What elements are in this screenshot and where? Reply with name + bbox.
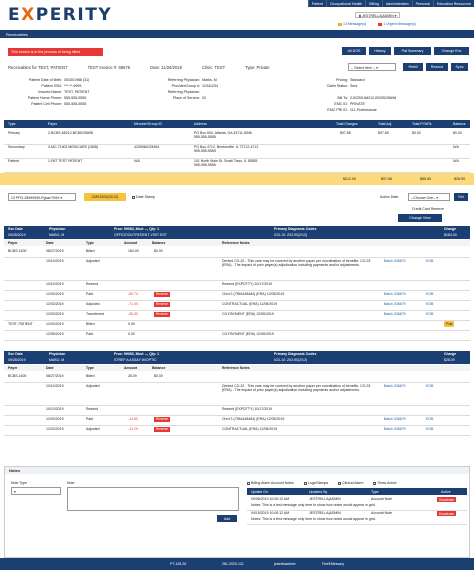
row-type: Resend xyxy=(86,282,99,286)
row-type: Resend xyxy=(86,407,99,411)
payer-cell: $0.00 xyxy=(412,131,421,135)
patient-field xyxy=(8,90,89,94)
billing-alarm-checkbox[interactable] xyxy=(247,481,294,485)
service-row[interactable] xyxy=(4,426,470,435)
service-dx: ICD-10: Z03.90(2/12) xyxy=(274,358,308,362)
row-notes: Chrd 3 (7554448484) (ERA) 12/05/2019 xyxy=(222,292,285,296)
service-subheader xyxy=(4,365,470,371)
row-notes: CONTRACTUAL (ERA) 12/05/2019 xyxy=(222,302,278,306)
app-header xyxy=(0,0,474,30)
service-row[interactable] xyxy=(4,311,470,320)
resend-button[interactable]: Resend xyxy=(426,63,448,71)
eob-link[interactable]: EOB xyxy=(426,302,434,306)
subheader-label: Payer xyxy=(8,366,18,370)
patient-field xyxy=(8,102,86,106)
row-date: 12/03/2019 xyxy=(46,292,64,296)
note-text: Notes: This is a test message only here to show how notes would appear in grid. xyxy=(251,516,376,521)
field-value: 05/30/1988 (31) xyxy=(64,78,90,82)
action-date-value: --Choose One-- xyxy=(411,196,436,200)
field-label: Provider/Group #: xyxy=(171,84,200,88)
footer-item: FiveEMessary xyxy=(322,562,345,566)
row-type: Transferred xyxy=(86,312,104,316)
service-subheader xyxy=(4,240,470,246)
subheader-label: Type xyxy=(86,241,94,245)
payer-cell: N/A xyxy=(453,145,459,149)
notes-filters xyxy=(247,481,397,485)
payer-cell: Patient xyxy=(8,159,19,163)
reverse-button[interactable]: Reverse xyxy=(156,417,168,421)
row-amount: -96.30 xyxy=(128,312,138,316)
deactivate-button[interactable]: Deactivate xyxy=(439,511,455,516)
row-payer: TEST, PATIENT xyxy=(8,322,33,326)
subheader-label: Balance xyxy=(152,366,166,370)
claim-select[interactable]: 13 PPO-28999999-Pgbar/7094 ▾ xyxy=(8,193,76,201)
claim-field xyxy=(308,108,376,112)
user-menu[interactable]: ▮ JESTRELLA|ADMIN ▾ xyxy=(355,12,400,18)
payer-cell: 101 North Main St, Small Town, IL 55555 555-555-5555 xyxy=(194,159,258,168)
patient-info xyxy=(8,78,468,120)
row-date: 12/03/2019 xyxy=(46,312,64,316)
batch-link[interactable]: Batch 336679 xyxy=(384,417,406,421)
subheader-label: Type xyxy=(86,366,94,370)
claim-field xyxy=(308,102,365,106)
row-notes: CO-PAYMENT (ERA) 12/05/2019 xyxy=(222,332,274,336)
logo-x: X xyxy=(21,5,36,25)
total-pymts: $85.65 xyxy=(420,177,431,181)
row-payer: BCBS-1600 xyxy=(8,374,27,378)
row-amount: -13.29 xyxy=(128,427,138,431)
deactivate-button[interactable]: Deactivate xyxy=(439,497,455,502)
experity-logo[interactable] xyxy=(8,5,112,25)
field-value: PRIVATE xyxy=(350,102,365,106)
row-date: 10/10/2019 xyxy=(46,259,64,263)
checkbox-icon xyxy=(338,482,341,485)
clinical-alarm-label: Clinical Alarm xyxy=(342,481,364,485)
select-item-value: -- Select Item -- xyxy=(351,66,376,70)
field-value: 12341234 xyxy=(202,84,218,88)
select-item-dropdown[interactable]: -- Select Item -- ▾ xyxy=(348,63,396,71)
service-header xyxy=(4,351,470,364)
col-payer: Payer xyxy=(48,122,58,126)
row-date: 12/03/2019 xyxy=(46,427,64,431)
field-value: TEST, PATIENT xyxy=(64,90,90,94)
service-header-label: Physician xyxy=(49,227,66,231)
row-type: Paid xyxy=(86,332,94,336)
footer-item: jestrellaadmin xyxy=(274,562,296,566)
col-member-id: Member/Group ID xyxy=(134,122,163,126)
row-type: Billed xyxy=(86,249,95,253)
invoice-date: Date: 11/26/2019 xyxy=(150,65,182,70)
row-amount: 184.00 xyxy=(128,249,139,253)
payer-table-header xyxy=(4,120,470,128)
all-dos-button[interactable]: All DOS xyxy=(342,47,366,55)
service-header-label: Primary Diagnosis Codes xyxy=(274,227,317,231)
total-adj: $97.85 xyxy=(381,177,392,181)
checkbox-icon xyxy=(304,482,307,485)
service-row[interactable] xyxy=(4,258,470,280)
row-notes: Denied CO-22 - This care may be covered by another payer per coordination of benefits. CO-23 (ERA) - The impact of prior payer(s) adjudication including payments and/or adjustments. xyxy=(222,384,371,393)
subheader-label: Amount xyxy=(124,241,138,245)
eob-link[interactable]: EOB xyxy=(426,259,434,263)
payer-cell: 2-BCBS-68212-BCBS/25698 xyxy=(48,131,93,135)
row-amount: -14.60 xyxy=(128,417,138,421)
batch-link[interactable]: Batch 336679 xyxy=(384,292,406,296)
reverse-button[interactable]: Reverse xyxy=(156,292,168,296)
date-stamp-label: Date Stamp xyxy=(136,195,155,199)
row-notes: Chrd 3 (7554448484) (ERA) 12/05/2019 xyxy=(222,417,285,421)
row-type: Adjusted xyxy=(86,302,100,306)
row-type: Adjusted xyxy=(86,259,100,263)
service-row[interactable] xyxy=(4,331,470,340)
field-value: Standard xyxy=(350,78,365,82)
field-value: 555-555-5555 xyxy=(64,96,87,100)
service-header-label: Svc Date xyxy=(8,227,23,231)
service-header-label: Primary Diagnosis Codes xyxy=(274,352,317,356)
footer-bar xyxy=(0,558,474,570)
pat-summary-button[interactable]: Pat Summary xyxy=(394,47,431,55)
change-view-button[interactable]: Change View xyxy=(398,214,442,222)
payer-cell: $97.85 xyxy=(378,131,389,135)
provider-field xyxy=(148,78,217,82)
row-type: Billed xyxy=(86,374,95,378)
service-row[interactable] xyxy=(4,373,470,382)
logs-stamps-checkbox[interactable] xyxy=(304,481,328,485)
service-procedure: OFFICE/OUTPATIENT VISIT EST xyxy=(114,233,167,237)
batch-link[interactable]: Batch 336679 xyxy=(384,312,406,316)
notes-panel xyxy=(4,466,470,558)
row-amount: 0.09 xyxy=(128,322,135,326)
field-label: EMC PRI ID: xyxy=(327,108,348,112)
subheader-label: Reference Notes xyxy=(222,366,250,370)
field-label: Pricing: xyxy=(336,78,348,82)
eob-link[interactable]: EOB xyxy=(426,384,434,388)
claim-field xyxy=(308,90,350,94)
row-type: Paid xyxy=(86,417,94,421)
messages-count: 13 Message(s) xyxy=(343,22,367,26)
invoice-number: TEST Invoice #: 68675 xyxy=(87,65,131,70)
service-row[interactable] xyxy=(4,281,470,290)
date-stamp-checkbox[interactable] xyxy=(132,195,155,199)
row-divider xyxy=(247,524,467,525)
clinical-alarm-checkbox[interactable] xyxy=(338,481,363,485)
provider-field xyxy=(148,96,206,100)
col-type: Type xyxy=(8,122,16,126)
rebill-button[interactable]: Rebill xyxy=(403,63,423,71)
claim-field xyxy=(308,96,396,100)
note-updated-on: 04/15/2019 10:00:12 AM xyxy=(251,511,290,515)
field-value: 2-BCBS-68212-BCBS/25698 xyxy=(350,96,397,100)
payer-cell: 1-PAT TEST PATIENT xyxy=(48,159,83,163)
service-row[interactable] xyxy=(4,321,470,330)
row-notes: Resend (EXPDTTY) 10/17/2019 xyxy=(222,407,272,411)
urgent-count: 1 Urgent Message(s) xyxy=(383,22,416,26)
eob-link[interactable]: EOB xyxy=(426,312,434,316)
service-header-label: Charge xyxy=(444,352,457,356)
subheader-label: Balance xyxy=(152,241,166,245)
user-name: JESTRELLA|ADMIN xyxy=(361,14,394,18)
subheader-label: Date xyxy=(46,366,54,370)
urgent-messages-link[interactable] xyxy=(378,22,416,26)
row-balance: $0.00 xyxy=(154,249,163,253)
change-enc-button[interactable]: Change Enc xyxy=(434,47,469,55)
field-label: Place of Service: xyxy=(173,96,200,100)
note-type: Account Note xyxy=(371,497,393,501)
sync-button[interactable]: Sync xyxy=(451,63,468,71)
row-type: Adjusted xyxy=(86,427,100,431)
reverse-button[interactable]: Reverse xyxy=(156,312,168,316)
batch-link[interactable]: Batch 336670 xyxy=(384,384,406,388)
row-payer: BCBS-1600 xyxy=(8,249,27,253)
row-date: 12/03/2019 xyxy=(46,322,64,326)
user-icon: ▮ xyxy=(359,14,362,18)
service-row[interactable] xyxy=(4,301,470,310)
reverse-button[interactable]: Reverse xyxy=(156,302,168,306)
page-title: Receivables xyxy=(6,32,28,37)
reverse-button[interactable]: Reverse xyxy=(156,427,168,431)
col-updated-by: Updated By xyxy=(309,489,328,494)
field-value: Marks, M xyxy=(202,78,217,82)
alert-mail-icon xyxy=(378,23,382,26)
payer-cell: $97.85 xyxy=(340,131,351,135)
field-label: EMC ID: xyxy=(334,102,348,106)
payer-totals-row xyxy=(0,173,474,185)
field-label: Claim Status: xyxy=(326,84,348,88)
field-label: Insured Name: xyxy=(38,90,62,94)
subheader-label: Amount xyxy=(124,366,138,370)
row-date: 12/03/2019 xyxy=(46,417,64,421)
row-amount: -80.74 xyxy=(128,292,138,296)
row-notes: Resend (EXPDTTY) 10/17/2019 xyxy=(222,282,272,286)
page-title-bar xyxy=(0,30,474,38)
col-total-pymts: Total PYMTs xyxy=(412,122,432,126)
invoice-type: Type: Private xyxy=(245,65,270,70)
post-button[interactable]: Post xyxy=(446,322,453,326)
add-note-button[interactable]: Add xyxy=(217,515,237,522)
row-balance: $0.00 xyxy=(154,374,163,378)
clinic: Clinic: TEST xyxy=(201,65,226,70)
note-textarea[interactable] xyxy=(67,487,239,511)
claim-field xyxy=(308,84,357,88)
eob-link[interactable]: EOB xyxy=(426,427,434,431)
field-label: Referring Physician: xyxy=(167,90,200,94)
patient-field xyxy=(8,78,89,82)
nav-education[interactable]: Education Resources xyxy=(433,0,474,7)
notes-grid-header xyxy=(247,488,467,495)
row-type: Paid xyxy=(86,292,94,296)
logs-stamps-label: Logs/Stamps xyxy=(307,481,329,485)
credit-card-reserve[interactable]: Credit Card Reserve xyxy=(412,207,444,211)
payer-row[interactable] xyxy=(0,131,474,144)
service-header-label: Physician xyxy=(49,352,66,356)
note-updated-on: 09/08/2019 10:00:12 AM xyxy=(251,497,290,501)
patient-field xyxy=(8,96,86,100)
note-updated-by: JESTRELLA|ADMIN xyxy=(309,497,341,501)
note-label: Note xyxy=(67,481,75,485)
notes-title: Notes xyxy=(5,467,469,474)
payer-cell: 3-MC-71902 MEDICARE (1808) xyxy=(48,145,98,149)
service-header-label: Proc: 99083, Mod: --, Qty: 1 xyxy=(114,352,160,356)
claim-field xyxy=(308,78,365,82)
nav-administration[interactable]: Administration xyxy=(382,0,412,7)
show-active-checkbox[interactable] xyxy=(373,481,396,485)
batch-link[interactable]: Batch 336679 xyxy=(384,427,406,431)
service-procedure: STREP A ASSAY W/OPTIC xyxy=(114,358,157,362)
payer-cell: PO Box 4712, Bentonville, IL 72712-4712 555-555-5555 xyxy=(194,145,259,154)
billing-alert: This invoice is in the process of being billed xyxy=(8,48,103,56)
row-notes: CO-PAYMENT (ERA) 12/05/2019 xyxy=(222,312,274,316)
batch-link[interactable]: Batch 336670 xyxy=(384,259,406,263)
payer-cell: Secondary xyxy=(8,145,25,149)
service-physician: MABO, M xyxy=(49,233,65,237)
field-label: Patient SSN: xyxy=(41,84,62,88)
field-value: 555-555-5555 xyxy=(64,102,87,106)
col-address: Address xyxy=(194,122,207,126)
mail-icon xyxy=(338,23,342,26)
row-notes: Denied CO-22 - This care may be covered by another payer per coordination of benefits. CO-23 (ERA) - The impact of prior payer(s) adjudication including payments and/or adjustments. xyxy=(222,259,371,268)
eob-link[interactable]: EOB xyxy=(426,417,434,421)
payer-cell: 4205964024654 xyxy=(134,145,160,149)
total-charges: $212.09 xyxy=(343,177,356,181)
nav-billing[interactable]: Billing xyxy=(365,0,382,7)
receivables-bar xyxy=(8,65,468,70)
logo-text-rest: PERITY xyxy=(35,5,113,25)
service-header-label: Svc Date xyxy=(8,352,23,356)
row-date: 10/10/2019 xyxy=(46,282,64,286)
field-value: 20 xyxy=(202,96,206,100)
row-date: 12/05/2019 xyxy=(46,332,64,336)
row-date: 08/27/2019 xyxy=(46,374,64,378)
service-header-label: Charge xyxy=(444,227,457,231)
checkbox-icon xyxy=(247,482,250,485)
payer-cell: PO Box 600, Atlanta, GA 33711-5546 555-555-5555 xyxy=(194,131,252,140)
checkbox-icon xyxy=(373,482,376,485)
show-active-label: Show Active xyxy=(377,481,397,485)
payer-cell: $0.00 xyxy=(453,131,462,135)
footer-item: PT-128-32 xyxy=(170,562,187,566)
service-row[interactable] xyxy=(4,248,470,257)
row-divider xyxy=(4,435,470,436)
patient-field xyxy=(8,84,81,88)
service-date: 09/28/2019 xyxy=(8,233,26,237)
total-balance: $28.59 xyxy=(454,177,465,181)
field-value: ***-**-9999 xyxy=(64,84,82,88)
service-header xyxy=(4,226,470,239)
note-updated-by: JESTRELLA|ADMIN xyxy=(309,511,341,515)
batch-link[interactable]: Batch 336679 xyxy=(384,302,406,306)
eob-link[interactable]: EOB xyxy=(426,292,434,296)
service-row[interactable] xyxy=(4,416,470,425)
field-value: Sent xyxy=(350,84,358,88)
row-date: 10/10/2019 xyxy=(46,407,64,411)
note-type: Account Note xyxy=(371,511,393,515)
service-row[interactable] xyxy=(4,291,470,300)
messages-link[interactable] xyxy=(338,22,366,26)
col-note-type: Type xyxy=(371,489,379,494)
top-nav xyxy=(308,0,474,7)
checkbox-icon xyxy=(132,196,135,199)
billing-alarm-label: Billing Alarm Account Notes xyxy=(251,481,294,485)
history-button[interactable]: History xyxy=(369,47,391,55)
service-charge: $184.00 xyxy=(444,233,457,237)
row-type: Billed xyxy=(86,322,95,326)
service-header-label: Proc: 99083, Mod: --, Qty: 1 xyxy=(114,227,160,231)
col-total-adj: Total Adj xyxy=(378,122,392,126)
field-value: 111-Professional xyxy=(350,108,377,112)
service-physician: MABO, M xyxy=(49,358,65,362)
cms1500-tag[interactable]: CMS1500(02/12) xyxy=(84,193,126,201)
subheader-label: Date xyxy=(46,241,54,245)
footer-item: 281-2020-121 xyxy=(222,562,244,566)
row-amount: 0.00 xyxy=(128,332,135,336)
provider-field xyxy=(148,84,218,88)
service-date: 09/28/2019 xyxy=(8,358,26,362)
provider-field xyxy=(148,90,202,94)
col-total-charges: Total Charges xyxy=(336,122,358,126)
field-label: Patient Home Phone: xyxy=(27,96,62,100)
col-balance: Balance xyxy=(453,122,466,126)
nav-personal[interactable]: Personal xyxy=(412,0,433,7)
service-charge: $28.09 xyxy=(444,358,455,362)
service-dx: ICD-10: Z03.90(2/12) xyxy=(274,233,308,237)
note-type-label: Note Type xyxy=(11,481,27,485)
service-row[interactable] xyxy=(4,406,470,415)
row-amount: 28.09 xyxy=(128,374,137,378)
payer-row[interactable] xyxy=(0,145,474,158)
nav-occupational-health[interactable]: Occupational Health xyxy=(326,0,365,7)
subheader-label: Payer xyxy=(8,241,18,245)
payer-cell: N/A xyxy=(134,159,140,163)
subheader-label: Reference Notes xyxy=(222,241,250,245)
service-row[interactable] xyxy=(4,383,470,405)
payer-cell: N/A xyxy=(453,159,459,163)
payer-cell: Primary xyxy=(8,131,21,135)
row-divider xyxy=(4,340,470,341)
receivables-title: Receivables for TEST, PATIENT xyxy=(8,65,68,70)
row-date: 12/03/2019 xyxy=(46,302,64,306)
payer-row[interactable] xyxy=(0,159,474,172)
field-label: Bill To: xyxy=(337,96,348,100)
field-label: Patient Date of Birth: xyxy=(28,78,62,82)
col-active: Active xyxy=(441,489,451,494)
row-date: 10/10/2019 xyxy=(46,384,64,388)
field-label: Patient Cell Phone: xyxy=(31,102,62,106)
row-notes: CONTRACTUAL (ERA) 12/05/2019 xyxy=(222,427,278,431)
note-row[interactable] xyxy=(247,497,467,510)
note-type-select[interactable]: ▾ xyxy=(11,487,61,495)
logo-text: E xyxy=(8,5,22,25)
action-date-select[interactable]: --Choose One-- ▾ xyxy=(408,193,450,201)
action-date-label: Action Date: xyxy=(380,195,400,199)
row-amount: -71.40 xyxy=(128,302,138,306)
claim-select-value: 13 PPO-28999999-Pgbar/7094 xyxy=(11,196,60,200)
nav-patient[interactable]: Patient xyxy=(308,0,326,7)
col-update-on: Update On xyxy=(251,489,268,494)
field-label: Referring Physician: xyxy=(167,78,200,82)
note-text: Notes: This is a test message only here to show how notes would appear in grid. xyxy=(251,502,376,507)
note-row[interactable] xyxy=(247,511,467,524)
row-type: Adjusted xyxy=(86,384,100,388)
set-button[interactable]: Set xyxy=(454,193,468,201)
row-date: 08/27/2019 xyxy=(46,249,64,253)
